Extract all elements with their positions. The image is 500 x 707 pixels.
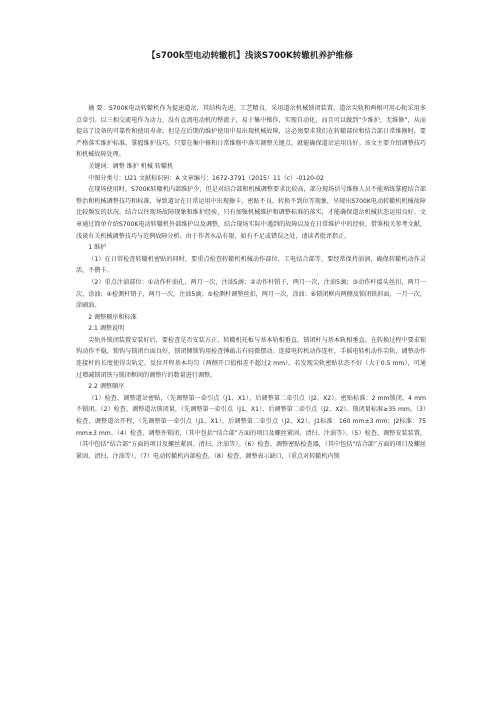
subsection-heading-2-1: 2.1 调整说明 <box>88 325 125 333</box>
document-body <box>76 103 426 462</box>
maintenance-item-2: （2）重点注油部位：①动作杆油孔，两月一次，注油5滴；②动作杆销子，两月一次，注油5滴；③动作杆接头丝扣，两月一次，涂油；④检测杆销子，两月一次，注油5滴；⑤检测杆调整丝扣，两月一次，涂油；⑥锁闭框内两侧及锁闭铁斜面，一月一次，涂刷油。 <box>76 278 426 310</box>
document-title: 【s700k型电动转辙机】浅谈S700K转辙机养护维修 <box>147 51 353 61</box>
adjustment-sequence-paragraph: （1）检查、调整道岔密贴，（先调整第一牵引点（J1、X1），后调整第二牵引点（J2、X2）。密贴标准：2 mm锁闭，4 mm不锁闭。（2）检查、调整道岔锁闭量，（先调整第一牵引点（J1、X1），后调整第二牵引点（J2、X2）。锁闭量标准≥35 mm。（3）检查、调整道岔开程，（先调整第一牵引点（J1、X1），后调整第二牵引点（J2、X2）。J1标准：160 mm±3 mm；J2标准：75 mm±3 mm。（4）检查、调整外锁闭，（其中包括“结合部”方面的项目及螺丝紧固、清扫、注油等）。（5）检查、调整安装装置，（其中包括“结合部”方面的项目及螺丝紧固、清扫、注油等）。（6）检查、调整密贴检查器，（其中包括“结合部”方面的项目及螺丝紧固、清扫、注油等）。（7）电动转辙机内部检查。（8）检查、调整表示缺口，（重点对转辙机内锁 <box>76 394 426 460</box>
keywords-line: 关键词：调整 维护 机械 转辙机 <box>88 162 174 170</box>
classification-line: 中图分类号：U21 文献标识码：A 文章编号：1672-3791（2015）11（c）-0120-02 <box>88 174 324 182</box>
section-heading-adjustment: 2 调整顺序和标准 <box>88 313 137 321</box>
subsection-heading-2-2: 2.2 调整顺序 <box>88 383 125 391</box>
intro-paragraph: 在现场使用时，S700K转辙机内部维护少，但是对结合部和机械调整要求比较高，部分现场信号维修人员不能熟练掌握结合部整治和机械调整技巧和标准，导致道岔在日常运用中出现擦卡、密贴不良、转换不到位等现象，呈现出S700K电动转辙机机械故障比较频发的状况。结合以往现场故障现象和维护经验，只有加强机械维护和调整标准的落实，才能确保道岔机械状态运用良好。文章通过简单介绍S700K电动转辙机外部维护以及调整，结合现场实际中遇到的故障以及在日常维护中的经验，借鉴相关参考文献，浅谈有关机械调整技巧与范例故障分析。由于作者水晶有限，如有不足或错误之处，请读者批评指正。 <box>76 186 426 240</box>
section-heading-maintenance: 1 维护 <box>88 244 107 252</box>
abstract-paragraph: 摘 要：S700K电动转辙机作为提速道岔，其结构先进，工艺精良，采用道岔机械锁闭装置，道岔尖轨和两根可用心轨采用多点牵引。以三相交流电作为动力，没有直流电动机的整流子，易于集中操作，实现自动化，而且可以做到“少维护，无维修”，从而提高了设备的可靠性和使用寿命。但是在后期的维护使用中易出现机械故障，这必须要求我们在转辙部位和结合部日常维修时，要严格落实维护标准，掌握维护技巧。只要在集中修和日常维修中落实调整关键点，就能确保道岔运用良好。该文主要介绍调整技巧和机械故障处理。 <box>76 105 426 159</box>
maintenance-item-1: （1）在日常检查转辙机密贴的同时，要重点检查转辙机机械动作部位、工电结合部等，要经常保持油润，确保转辙机动作灵活，不攒卡。 <box>76 255 426 275</box>
adjustment-description-paragraph: 尖轨外锁闭装置安装好后，要检查是否安装方正，转辙机托板与基本轨相垂直，锁闭杆与基本轨相垂直。在转换过程中要求锁钩动作平稳，锁钩与锁闭台面良好，锁闭侧锁钩用检查锤敲击有轻微摆动。连接电转机动作连杆，手摇电转机动作尖轨，调整动作连接杆的长度使得尖轨定、反位开程基本均匀（两侧开口值相差不超过2 mm）。若发现尖轨密贴状态不好（大于0.5 mm），可通过增减锁闭铁与锁闭框间的调整片的数量进行调整。 <box>76 336 426 379</box>
